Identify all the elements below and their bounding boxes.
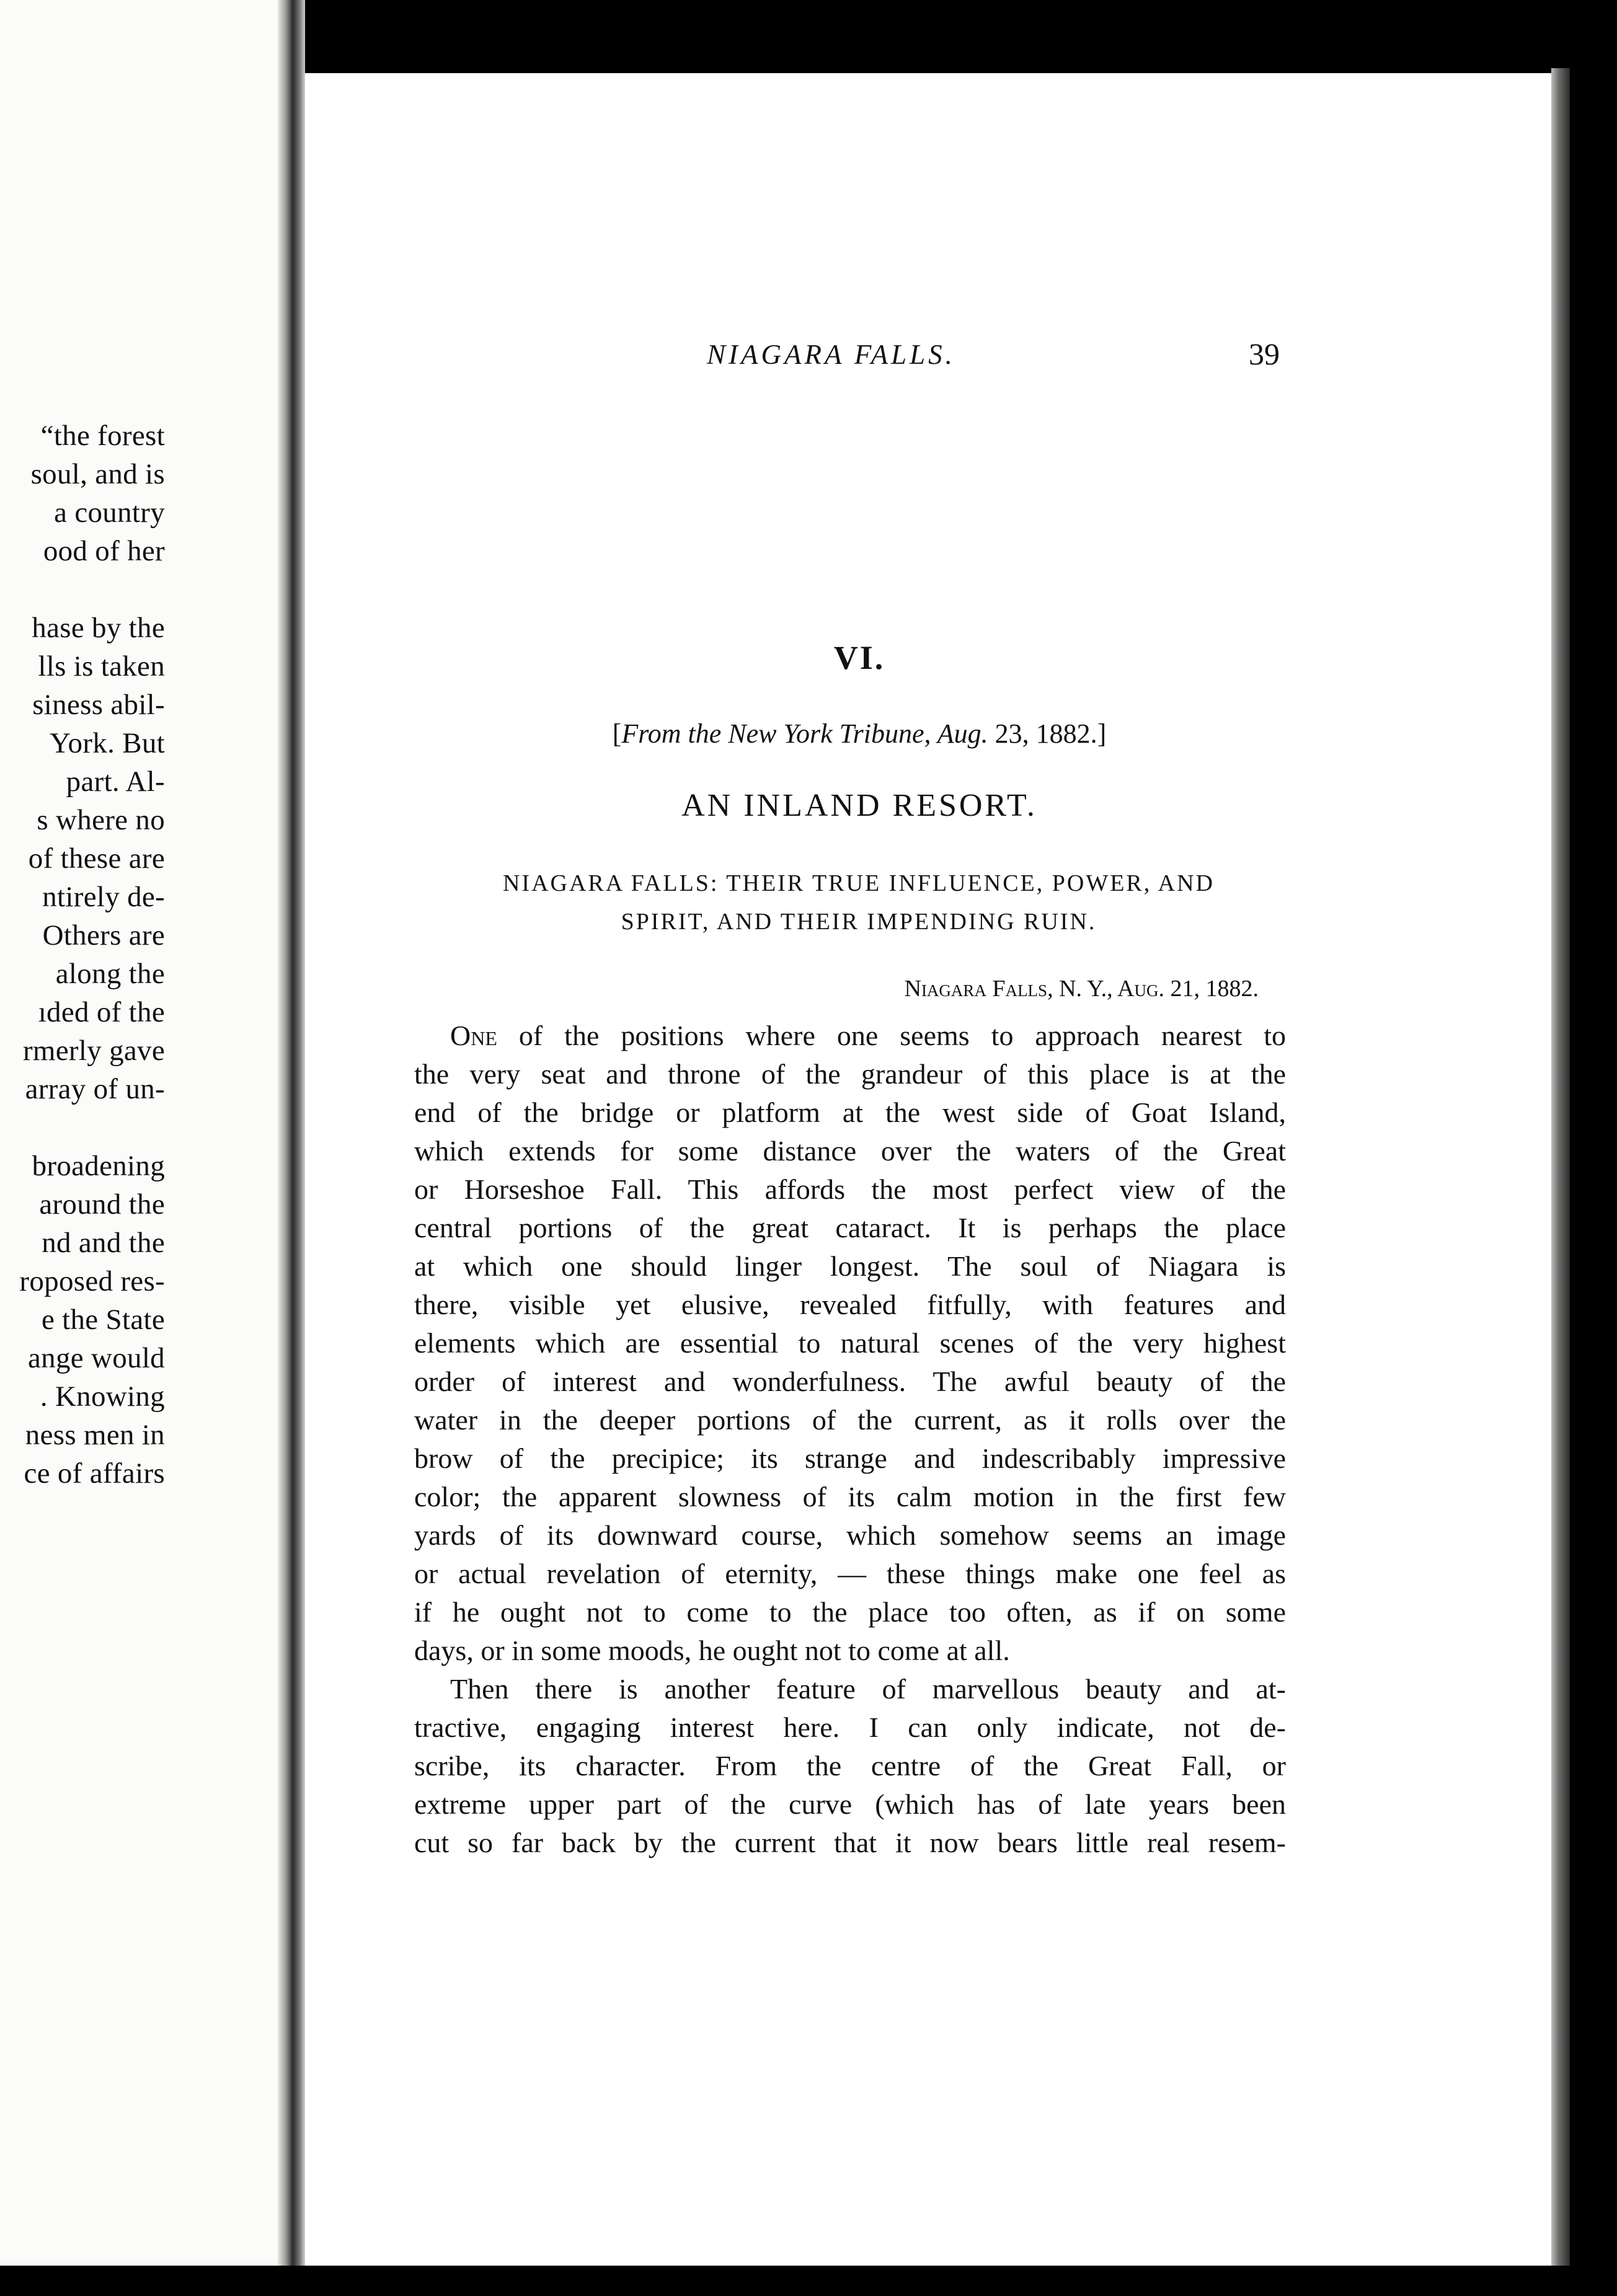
left-page-line: ness men in bbox=[25, 1419, 165, 1451]
left-page-line: siness abil- bbox=[32, 689, 165, 721]
page-number: 39 bbox=[1249, 337, 1280, 371]
left-page-line: broadening bbox=[32, 1150, 165, 1182]
body-text-line: the very seat and throne of the grandeur of this place is at the bbox=[414, 1058, 1286, 1090]
opening-word: One bbox=[450, 1020, 497, 1051]
book-gutter bbox=[278, 0, 305, 2266]
running-head: NIAGARA FALLS. bbox=[707, 339, 955, 370]
body-text-line: color; the apparent slowness of its calm motion in the first few bbox=[414, 1481, 1286, 1512]
scan-border bbox=[0, 2266, 1617, 2296]
chapter-number: VI. bbox=[833, 639, 885, 676]
body-text-line: scribe, its character. From the centre of the Great Fall, or bbox=[414, 1750, 1286, 1782]
body-text-line: or Horseshoe Fall. This affords the most perfect view of the bbox=[414, 1173, 1286, 1205]
citation-date: 23, 1882.] bbox=[988, 718, 1107, 749]
body-text-line: tractive, engaging interest here. I can only indicate, not de- bbox=[414, 1711, 1286, 1743]
body-text-line: elements which are essential to natural scenes of the very highest bbox=[414, 1327, 1286, 1359]
left-page-line: soul, and is bbox=[30, 458, 165, 490]
body-text-line: cut so far back by the current that it now bears little real resem- bbox=[414, 1827, 1286, 1858]
left-page-line: around the bbox=[39, 1188, 165, 1221]
body-text-line: days, or in some moods, he ought not to come at all. bbox=[414, 1635, 1010, 1666]
body-text-line: end of the bridge or platform at the west side of Goat Island, bbox=[414, 1097, 1286, 1128]
opening-line-text: of the positions where one seems to approach nearest to bbox=[497, 1020, 1286, 1051]
left-page-line: lls is taken bbox=[38, 650, 165, 682]
left-page-line: ce of affairs bbox=[24, 1457, 165, 1490]
left-page-line: nd and the bbox=[42, 1227, 165, 1259]
body-text-line: Then there is another feature of marvellous beauty and at- bbox=[450, 1673, 1286, 1705]
body-text-line: which extends for some distance over the waters of the Great bbox=[414, 1135, 1286, 1167]
body-text-line: water in the deeper portions of the current, as it rolls over the bbox=[414, 1404, 1286, 1436]
left-page-line: ıded of the bbox=[38, 996, 165, 1028]
left-page-line: e the State bbox=[41, 1304, 165, 1336]
left-page-line: “the forest bbox=[40, 420, 165, 452]
left-page-line: ood of her bbox=[43, 535, 165, 567]
left-page-line: along the bbox=[55, 958, 165, 990]
body-text-line: yards of its downward course, which somehow seems an image bbox=[414, 1519, 1286, 1551]
body-text-line: there, visible yet elusive, revealed fitfully, with features and bbox=[414, 1289, 1286, 1320]
left-page-line: York. But bbox=[50, 727, 165, 759]
body-text-line: at which one should linger longest. The soul of Niagara is bbox=[414, 1250, 1286, 1282]
source-citation bbox=[580, 718, 1138, 749]
right-page bbox=[305, 73, 1551, 2266]
left-page-line: of these are bbox=[28, 842, 165, 875]
left-page-line: part. Al- bbox=[66, 766, 165, 798]
body-text-line: extreme upper part of the curve (which has of late years been bbox=[414, 1788, 1286, 1820]
article-title: AN INLAND RESORT. bbox=[681, 788, 1037, 823]
left-page-line: ntirely de- bbox=[42, 881, 165, 913]
body-text-line: if he ought not to come to the place too often, as if on some bbox=[414, 1596, 1286, 1628]
left-page-line: . Knowing bbox=[40, 1380, 165, 1413]
body-text-line bbox=[414, 1022, 1286, 1050]
left-page-line: s where no bbox=[37, 804, 165, 836]
article-subtitle-line: SPIRIT, AND THEIR IMPENDING RUIN. bbox=[621, 909, 1097, 935]
body-text-line: brow of the precipice; its strange and indescribably impressive bbox=[414, 1442, 1286, 1474]
page-edge-shadow bbox=[1551, 68, 1570, 2266]
left-page-line: rmerly gave bbox=[22, 1035, 165, 1067]
citation-publication: From the New York Tribune, Aug. bbox=[621, 718, 988, 749]
dateline: Niagara Falls, N. Y., Aug. 21, 1882. bbox=[904, 976, 1259, 1002]
left-page-line: hase by the bbox=[32, 612, 165, 644]
article-subtitle-line: NIAGARA FALLS: THEIR TRUE INFLUENCE, POWER, AND bbox=[502, 870, 1215, 896]
left-page bbox=[0, 0, 278, 2266]
citation-bracket: [ bbox=[612, 718, 622, 749]
body-text-line: or actual revelation of eternity, — these things make one feel as bbox=[414, 1558, 1286, 1589]
left-page-line: Others are bbox=[42, 919, 165, 952]
body-text-line: order of interest and wonderfulness. The awful beauty of the bbox=[414, 1366, 1286, 1397]
left-page-line: ange would bbox=[28, 1342, 165, 1374]
left-page-line: roposed res- bbox=[19, 1265, 165, 1297]
left-page-line: array of un- bbox=[25, 1073, 165, 1105]
left-page-line: a country bbox=[54, 497, 165, 529]
body-text-line: central portions of the great cataract. It is perhaps the place bbox=[414, 1212, 1286, 1243]
